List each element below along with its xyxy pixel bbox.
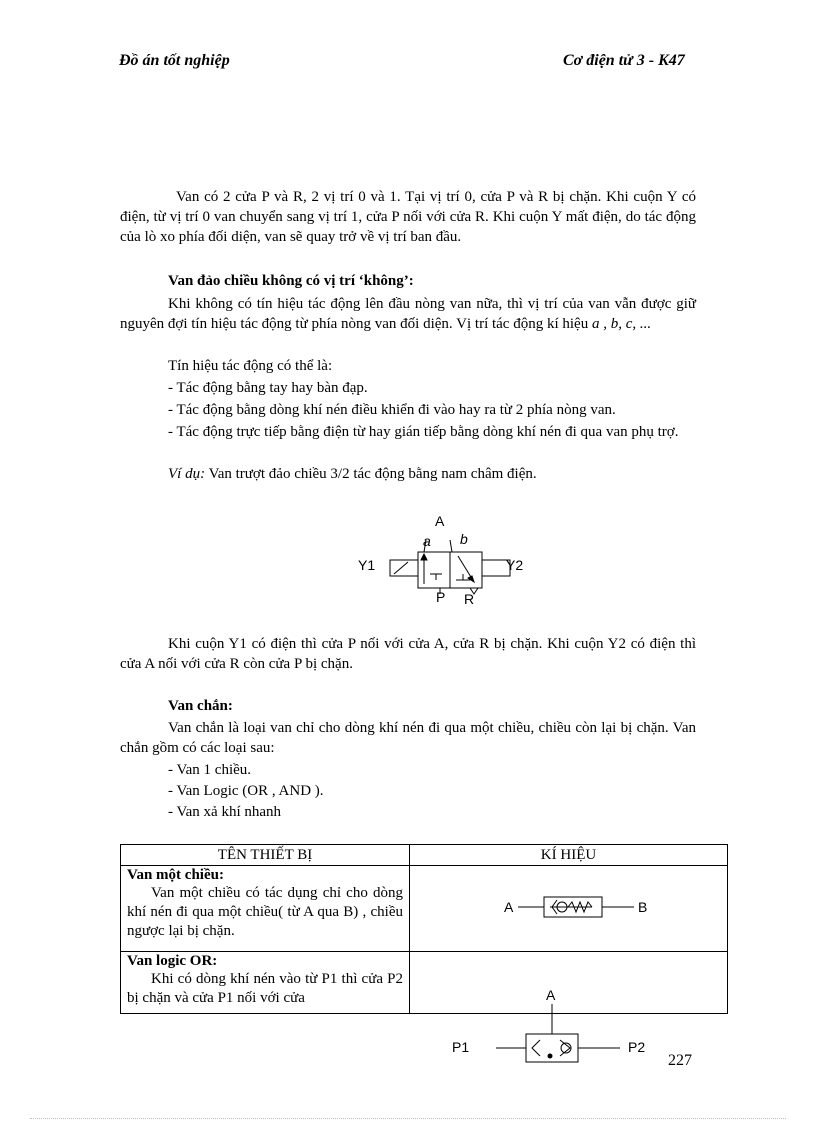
example-text: Van trượt đảo chiều 3/2 tác động bằng nam châm điện. (208, 466, 537, 482)
valve-3-2-diagram (350, 510, 540, 610)
label-y1: Y1 (358, 557, 376, 573)
label-r: R (464, 591, 475, 607)
signals-intro: Tín hiệu tác động có thể là: (168, 358, 333, 374)
header-left: Đồ án tốt nghiệp (119, 52, 230, 69)
valve-box-b (450, 552, 482, 588)
or-label-p2: P2 (628, 1039, 646, 1055)
section1-para-symbols: a , b, c, ... (591, 316, 652, 332)
label-b-position: b (460, 531, 468, 547)
section1-paragraph (120, 294, 696, 334)
label-p: P (436, 589, 446, 605)
column-header: TÊN THIẾT BỊ (121, 845, 410, 866)
row-description: Van một chiều có tác dụng chỉ cho dòng khí nén đi qua một chiều( từ A qua B) , chiều ngược lại bị chặn. (127, 885, 403, 939)
example-label: Ví dụ: (168, 466, 206, 482)
symbol-label-a: A (504, 899, 514, 915)
or-label-a: A (546, 987, 556, 1003)
table-cell (121, 866, 410, 952)
or-label-p1: P1 (452, 1039, 470, 1055)
example-line (168, 466, 537, 483)
or-ball-dot (548, 1054, 553, 1059)
footer-rule (30, 1118, 786, 1119)
page-number: 227 (668, 1052, 692, 1069)
label-a-port: A (435, 513, 445, 529)
after-diagram-paragraph: Khi cuộn Y1 có điện thì cửa P nối với cửa A, cửa R bị chặn. Khi cuộn Y2 có điện thì cửa A nối với cửa R còn cửa P bị chặn. (120, 636, 696, 672)
table-cell (121, 952, 410, 1014)
or-valve-symbol (440, 980, 680, 1070)
table-header-row (121, 845, 728, 866)
label-a-position: a (423, 533, 431, 549)
signal-item: - Tác động trực tiếp bằng điện từ hay gián tiếp bằng dòng khí nén đi qua van phụ trợ. (168, 424, 679, 440)
section2-paragraph: Van chắn là loại van chỉ cho dòng khí nén đi qua một chiều, chiều còn lại bị chặn. Van chắn gồm có các loại sau: (120, 720, 696, 756)
section1-heading: Van đảo chiều không có vị trí ‘không’: (168, 273, 414, 289)
valve-type-item: - Van xả khí nhanh (168, 804, 282, 820)
header-right: Cơ điện tử 3 - K47 (563, 52, 685, 69)
row-title: Van một chiều: (127, 867, 224, 883)
symbol-label-b: B (638, 899, 648, 915)
valve-type-item: - Van 1 chiều. (168, 762, 252, 778)
signal-item: - Tác động bằng tay hay bàn đạp. (168, 380, 368, 396)
row-description: Khi có dòng khí nén vào từ P1 thì cửa P2 bị chặn và cửa P1 nối với cửa (127, 971, 403, 1006)
intro-paragraph: Van có 2 cửa P và R, 2 vị trí 0 và 1. Tại vị trí 0, cửa P và R bị chặn. Khi cuộn Y có điện, từ vị trí 0 van chuyển sang vị trí 1, cửa P nối với cửa R. Khi cuộn Y mất điện, do tác động của lò xo phía đối diện, van sẽ quay trở về vị trí ban đầu. (120, 189, 696, 245)
table-cell (410, 866, 728, 952)
label-y2: Y2 (506, 557, 524, 573)
section2-heading: Van chắn: (168, 698, 233, 714)
section1-para-text: Khi không có tín hiệu tác động lên đầu nòng van nữa, thì vị trí của van vẫn được giữ nguyên đợi tín hiệu tác động từ phía nòng van đối diện. Vị trí tác động kí hiệu (120, 296, 696, 332)
signal-item: - Tác động bằng dòng khí nén điều khiển đi vào hay ra từ 2 phía nòng van. (168, 402, 616, 418)
row-title: Van logic OR: (127, 953, 218, 969)
valve-type-item: - Van Logic (OR , AND ). (168, 783, 324, 799)
table-row (121, 866, 728, 952)
check-valve-symbol (416, 886, 706, 926)
column-header: KÍ HIỆU (410, 845, 728, 866)
